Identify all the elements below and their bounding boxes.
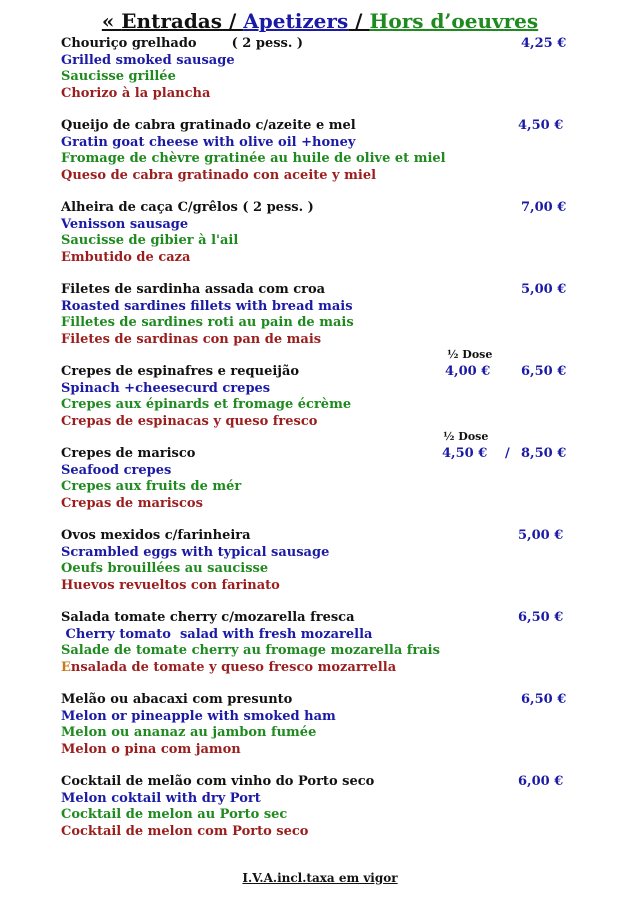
item-name-en: Gratin goat cheese with olive oil +honey bbox=[61, 134, 356, 150]
tax-note: I.V.A.incl.taxa em vigor bbox=[242, 871, 398, 885]
item-price: 8,50 € bbox=[521, 446, 567, 461]
item-name-fr: Melon ou ananaz au jambon fumée bbox=[61, 725, 317, 740]
title-separator-1: / bbox=[222, 9, 244, 33]
item-name-pt: Alheira de caça C/grêlos ( 2 pess. ) bbox=[61, 200, 314, 215]
half-dose-price: 4,50 € bbox=[442, 446, 488, 461]
item-name-es-initial: E bbox=[61, 659, 71, 675]
title-english: Apetizers bbox=[243, 9, 349, 33]
item-name-en: Cherry tomato salad with fresh mozarella bbox=[61, 626, 373, 642]
item-name-es: Filetes de sardinas con pan de mais bbox=[61, 331, 322, 347]
item-price: 6,00 € bbox=[518, 774, 564, 789]
item-name-fr: Crepes aux épinards et fromage écrème bbox=[61, 397, 352, 412]
item-name-fr: Oeufs brouillées au saucisse bbox=[61, 561, 269, 576]
item-name-fr: Salade de tomate cherry au fromage mozarella frais bbox=[61, 643, 440, 658]
title-separator-2: / bbox=[348, 9, 370, 33]
item-name-fr: Saucisse de gibier à l'ail bbox=[61, 233, 239, 248]
item-name-fr: Filletes de sardines roti au pain de mais bbox=[61, 315, 354, 330]
item-name-es: Crepas de espinacas y queso fresco bbox=[61, 413, 318, 429]
item-name-fr: Saucisse grillée bbox=[61, 69, 176, 84]
item-price: 4,50 € bbox=[518, 118, 564, 133]
item-name-en: Roasted sardines fillets with bread mais bbox=[61, 298, 353, 314]
item-name-en: Venisson sausage bbox=[61, 216, 189, 232]
item-name-pt: Filetes de sardinha assada com croa bbox=[61, 282, 326, 297]
item-price: 5,00 € bbox=[521, 282, 567, 297]
item-price: 6,50 € bbox=[521, 692, 567, 707]
item-name-pt: Melão ou abacaxi com presunto bbox=[61, 692, 293, 707]
item-name-en: Melon coktail with dry Port bbox=[61, 790, 261, 806]
item-name-es: Embutido de caza bbox=[61, 249, 191, 265]
half-dose-label: ½ Dose bbox=[447, 348, 493, 361]
item-name-pt: Ovos mexidos c/farinheira bbox=[61, 528, 251, 543]
title-portuguese: Entradas bbox=[121, 9, 223, 33]
page-title bbox=[0, 8, 640, 34]
item-name-es: Cocktail de melon com Porto seco bbox=[61, 823, 309, 839]
item-name-pt: Crepes de marisco bbox=[61, 446, 196, 461]
item-name-pt: Crepes de espinafres e requeijão bbox=[61, 364, 300, 379]
item-name-pt: Chouriço grelhado ( 2 pess. ) bbox=[61, 36, 304, 51]
half-dose-label: ½ Dose bbox=[443, 430, 489, 443]
item-name-en: Seafood crepes bbox=[61, 462, 172, 478]
item-quantity: ( 2 pess. ) bbox=[231, 36, 304, 51]
item-name-es: Huevos revueltos con farinato bbox=[61, 577, 280, 593]
item-name-pt: Cocktail de melão com vinho do Porto seco bbox=[61, 774, 375, 789]
item-name-en: Melon or pineapple with smoked ham bbox=[61, 708, 336, 724]
item-name-en: Grilled smoked sausage bbox=[61, 52, 235, 68]
item-name-fr: Fromage de chèvre gratinée au huile de olive et miel bbox=[61, 151, 446, 166]
item-name-es-rest: nsalada de tomate y queso fresco mozarrella bbox=[70, 659, 397, 675]
half-dose-price: 4,00 € bbox=[445, 364, 491, 379]
item-name-en: Scrambled eggs with typical sausage bbox=[61, 544, 330, 560]
title-prefix: « bbox=[101, 9, 122, 33]
item-name-en: Spinach +cheesecurd crepes bbox=[61, 380, 271, 396]
item-price: 4,25 € bbox=[521, 36, 567, 51]
item-name-es: Melon o pina com jamon bbox=[61, 741, 241, 757]
item-price: 6,50 € bbox=[518, 610, 564, 625]
item-name-es bbox=[61, 660, 621, 677]
item-name-pt: Salada tomate cherry c/mozarella fresca bbox=[61, 610, 355, 625]
item-name-es: Chorizo à la plancha bbox=[61, 85, 211, 101]
price-separator: / bbox=[505, 446, 510, 461]
item-price: 5,00 € bbox=[518, 528, 564, 543]
item-name-fr: Crepes aux fruits de mér bbox=[61, 479, 242, 494]
item-name-pt: Queijo de cabra gratinado c/azeite e mel bbox=[61, 118, 356, 133]
title-french: Hors d’oeuvres bbox=[369, 9, 539, 33]
item-price: 6,50 € bbox=[521, 364, 567, 379]
item-name-es: Queso de cabra gratinado con aceite y miel bbox=[61, 167, 377, 183]
item-name-es: Crepas de mariscos bbox=[61, 495, 203, 511]
item-name-fr: Cocktail de melon au Porto sec bbox=[61, 807, 288, 822]
item-price: 7,00 € bbox=[521, 200, 567, 215]
